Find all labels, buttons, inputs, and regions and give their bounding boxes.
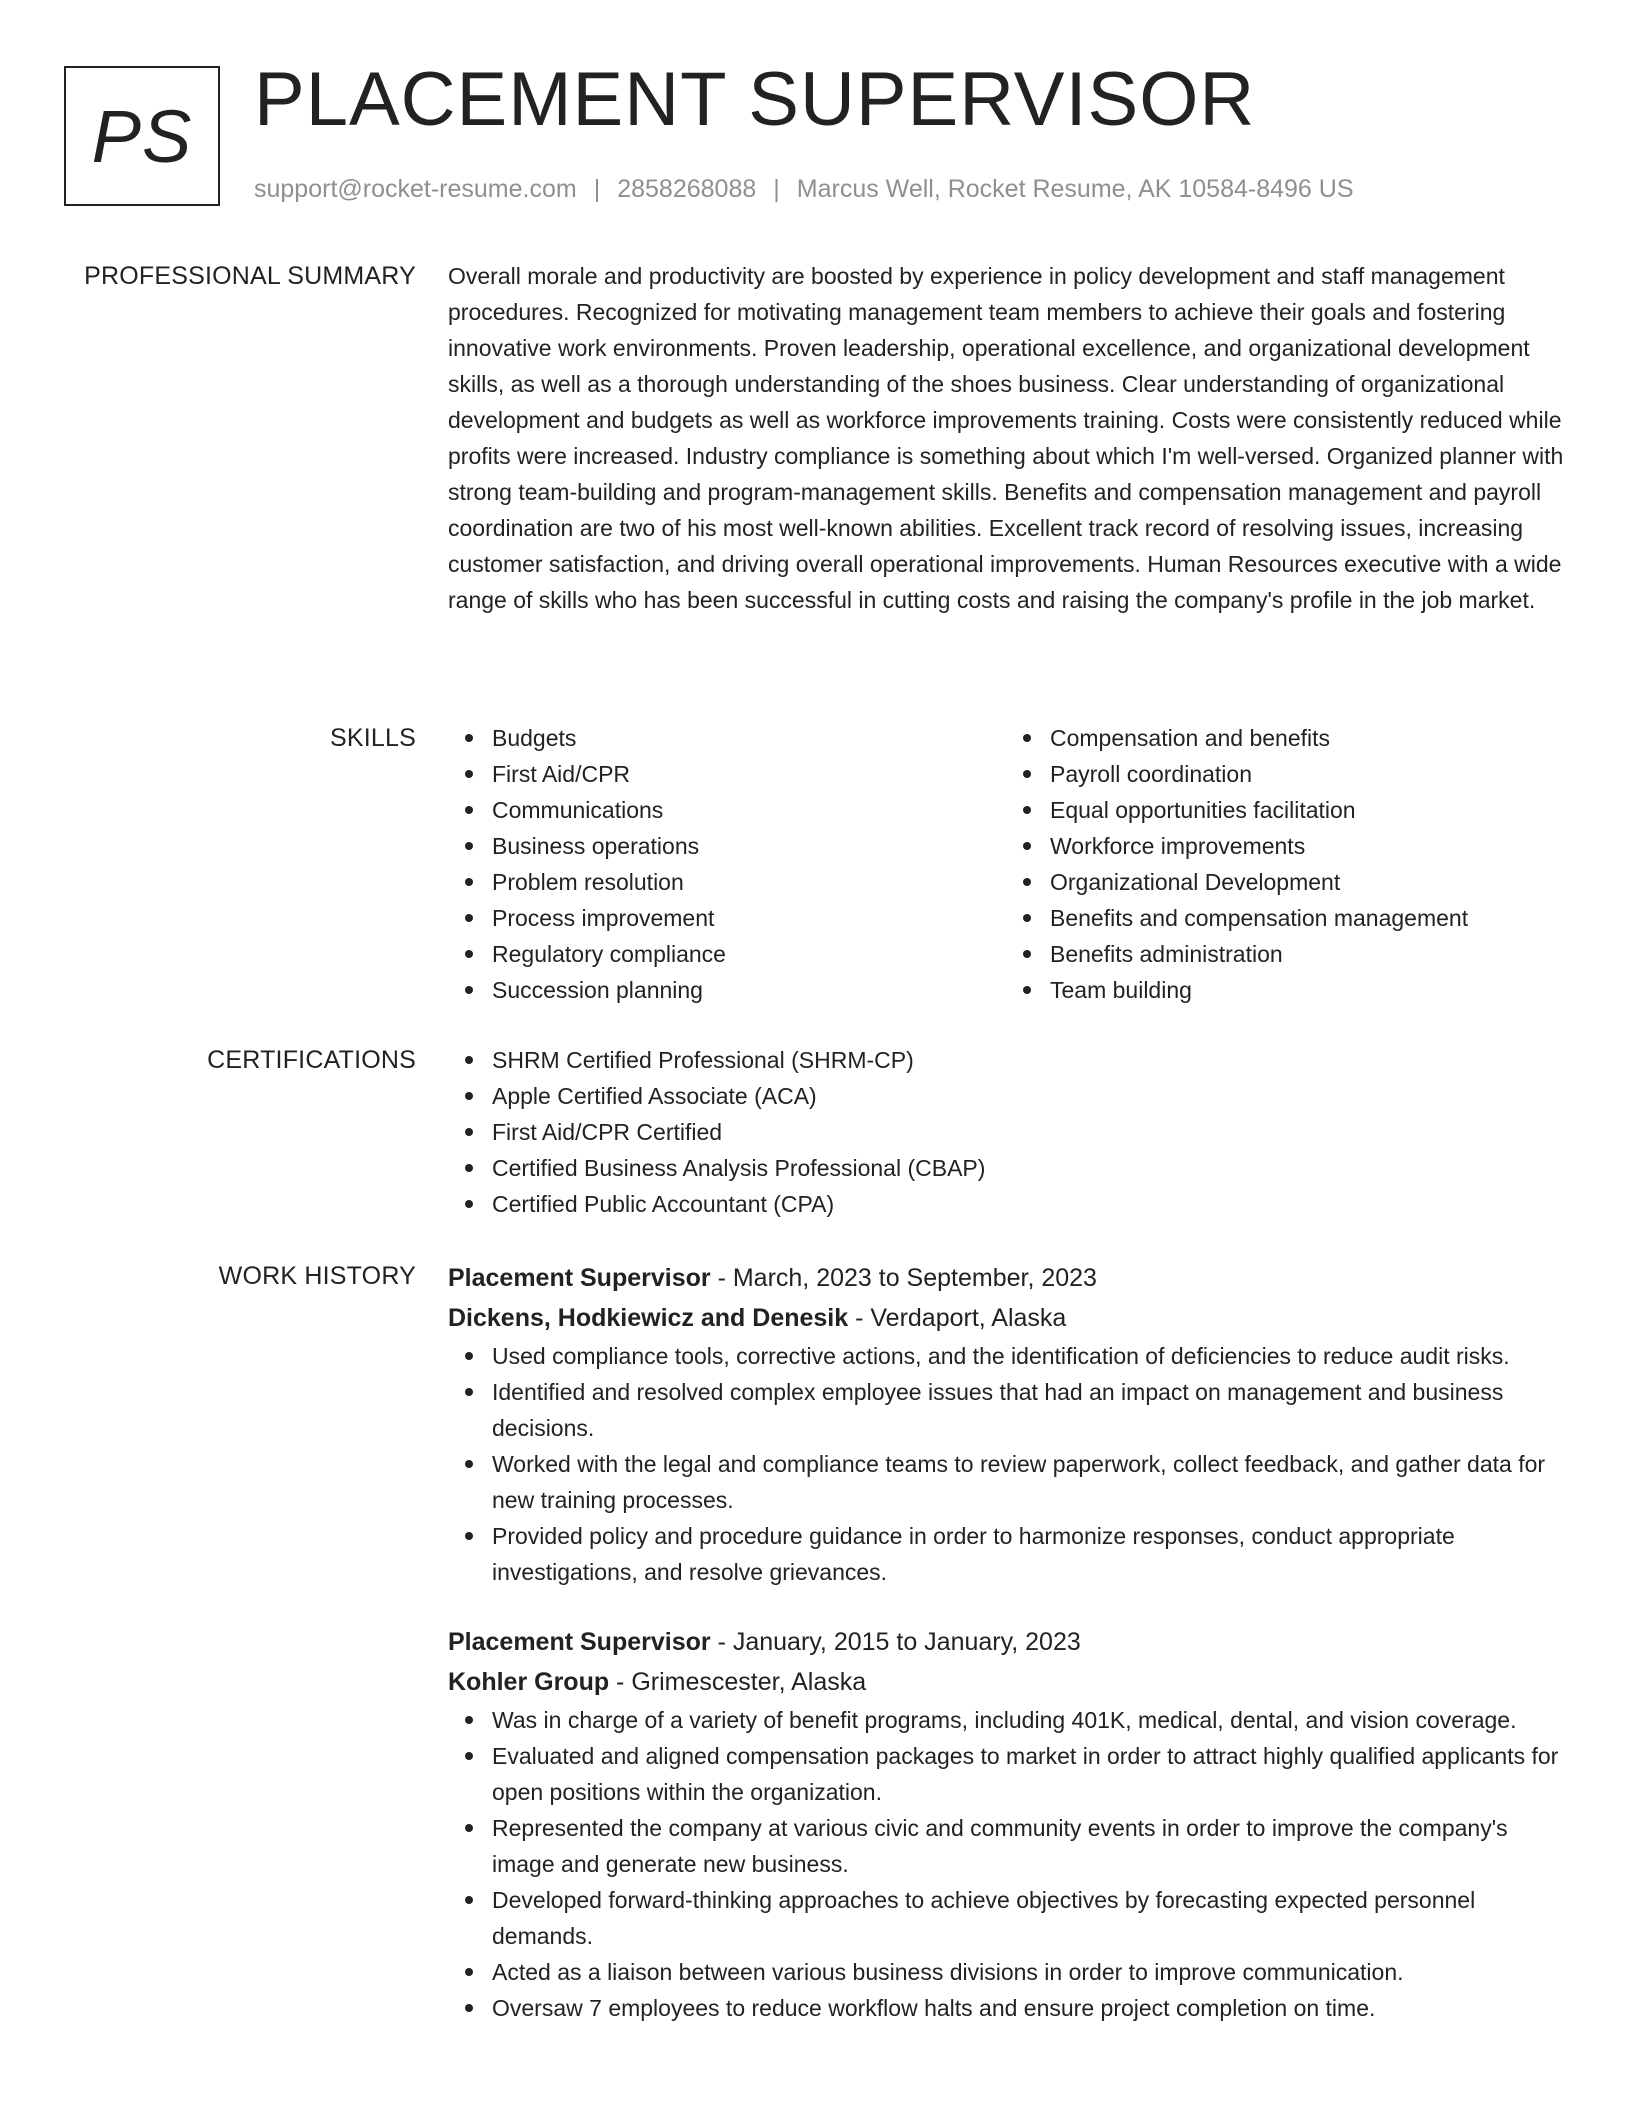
skill-item: Process improvement [492, 900, 1006, 936]
job-title-line [448, 1258, 1564, 1298]
skill-item: Payroll coordination [1050, 756, 1564, 792]
job-bullet: Represented the company at various civic and community events in order to improve the company's image and generate new business. [492, 1810, 1564, 1882]
skill-item: Team building [1050, 972, 1564, 1008]
job-location: - Verdaport, Alaska [848, 1304, 1067, 1332]
skill-item: First Aid/CPR [492, 756, 1006, 792]
job-title-line [448, 1622, 1564, 1662]
certification-item: Certified Business Analysis Professional (CBAP) [492, 1150, 1564, 1186]
job-dates: - January, 2015 to January, 2023 [710, 1628, 1081, 1656]
section-label-work-history: WORK HISTORY [218, 1262, 416, 1290]
job-bullet: Worked with the legal and compliance teams to review paperwork, collect feedback, and gather data for new training processes. [492, 1446, 1564, 1518]
job-company: Kohler Group [448, 1668, 610, 1696]
summary-text: Overall morale and productivity are boosted by experience in policy development and staff management procedures. Recognized for motivating management team members to achieve their goals and fostering innovative work environments. Proven leadership, operational excellence, and organizational development skills, as well as a thorough understanding of the shoes business. Clear understanding of organizational development and budgets as well as workforce improvements training. Costs were consistently reduced while profits were increased. Industry compliance is something about which I'm well-versed. Organized planner with strong team-building and program-management skills. Benefits and compensation management and payroll coordination are two of his most well-known abilities. Excellent track record of resolving issues, increasing customer satisfaction, and driving overall operational improvements. Human Resources executive with a wide range of skills who has been successful in cutting costs and raising the company's profile in the job market. [448, 263, 1564, 613]
monogram-logo: PS [64, 66, 220, 206]
skill-item: Organizational Development [1050, 864, 1564, 900]
contact-email: support@rocket-resume.com [254, 175, 577, 203]
job-bullet: Used compliance tools, corrective actions, and the identification of deficiencies to reduce audit risks. [492, 1338, 1564, 1374]
job-bullet: Was in charge of a variety of benefit programs, including 401K, medical, dental, and vision coverage. [492, 1702, 1564, 1738]
job-location: - Grimescester, Alaska [609, 1668, 867, 1696]
skill-item: Succession planning [492, 972, 1006, 1008]
contact-address: Marcus Well, Rocket Resume, AK 10584-8496 US [796, 175, 1354, 203]
certifications-list [448, 1042, 1564, 1222]
job-company: Dickens, Hodkiewicz and Denesik [448, 1304, 849, 1332]
skill-item: Equal opportunities facilitation [1050, 792, 1564, 828]
job-bullet: Evaluated and aligned compensation packages to market in order to attract highly qualified applicants for open positions within the organization. [492, 1738, 1564, 1810]
certification-item: Certified Public Accountant (CPA) [492, 1186, 1564, 1222]
job-title: Placement Supervisor [448, 1628, 711, 1656]
job-company-line [448, 1662, 1564, 1702]
job-dates: - March, 2023 to September, 2023 [710, 1264, 1097, 1292]
section-label-skills: SKILLS [330, 724, 416, 752]
job-entry [448, 1258, 1564, 1590]
skill-item: Workforce improvements [1050, 828, 1564, 864]
job-bullet: Identified and resolved complex employee issues that had an impact on management and business decisions. [492, 1374, 1564, 1446]
skills-list-left [448, 720, 1006, 1008]
job-bullet: Developed forward-thinking approaches to achieve objectives by forecasting expected personnel demands. [492, 1882, 1564, 1954]
job-bullet: Oversaw 7 employees to reduce workflow halts and ensure project completion on time. [492, 1990, 1564, 2026]
contact-phone: 2858268088 [617, 175, 757, 203]
contact-separator: | [593, 175, 601, 203]
job-bullet: Provided policy and procedure guidance in order to harmonize responses, conduct appropriate investigations, and resolve grievances. [492, 1518, 1564, 1590]
certification-item: SHRM Certified Professional (SHRM-CP) [492, 1042, 1564, 1078]
job-company-line [448, 1298, 1564, 1338]
skill-item: Regulatory compliance [492, 936, 1006, 972]
skill-item: Compensation and benefits [1050, 720, 1564, 756]
skill-item: Budgets [492, 720, 1006, 756]
job-title: Placement Supervisor [448, 1264, 711, 1292]
skill-item: Benefits and compensation management [1050, 900, 1564, 936]
section-label-certifications: CERTIFICATIONS [207, 1046, 416, 1074]
skill-item: Communications [492, 792, 1006, 828]
page-title: PLACEMENT SUPERVISOR [254, 57, 1256, 142]
certification-item: First Aid/CPR Certified [492, 1114, 1564, 1150]
skill-item: Benefits administration [1050, 936, 1564, 972]
skills-list-right [1006, 720, 1564, 1008]
skill-item: Problem resolution [492, 864, 1006, 900]
job-bullets [448, 1338, 1564, 1590]
job-bullet: Acted as a liaison between various business divisions in order to improve communication. [492, 1954, 1564, 1990]
contact-line [254, 174, 1354, 204]
job-entry [448, 1622, 1564, 2026]
contact-separator: | [773, 175, 780, 203]
certification-item: Apple Certified Associate (ACA) [492, 1078, 1564, 1114]
job-bullets [448, 1702, 1564, 2026]
section-label-summary: PROFESSIONAL SUMMARY [84, 262, 416, 290]
skill-item: Business operations [492, 828, 1006, 864]
